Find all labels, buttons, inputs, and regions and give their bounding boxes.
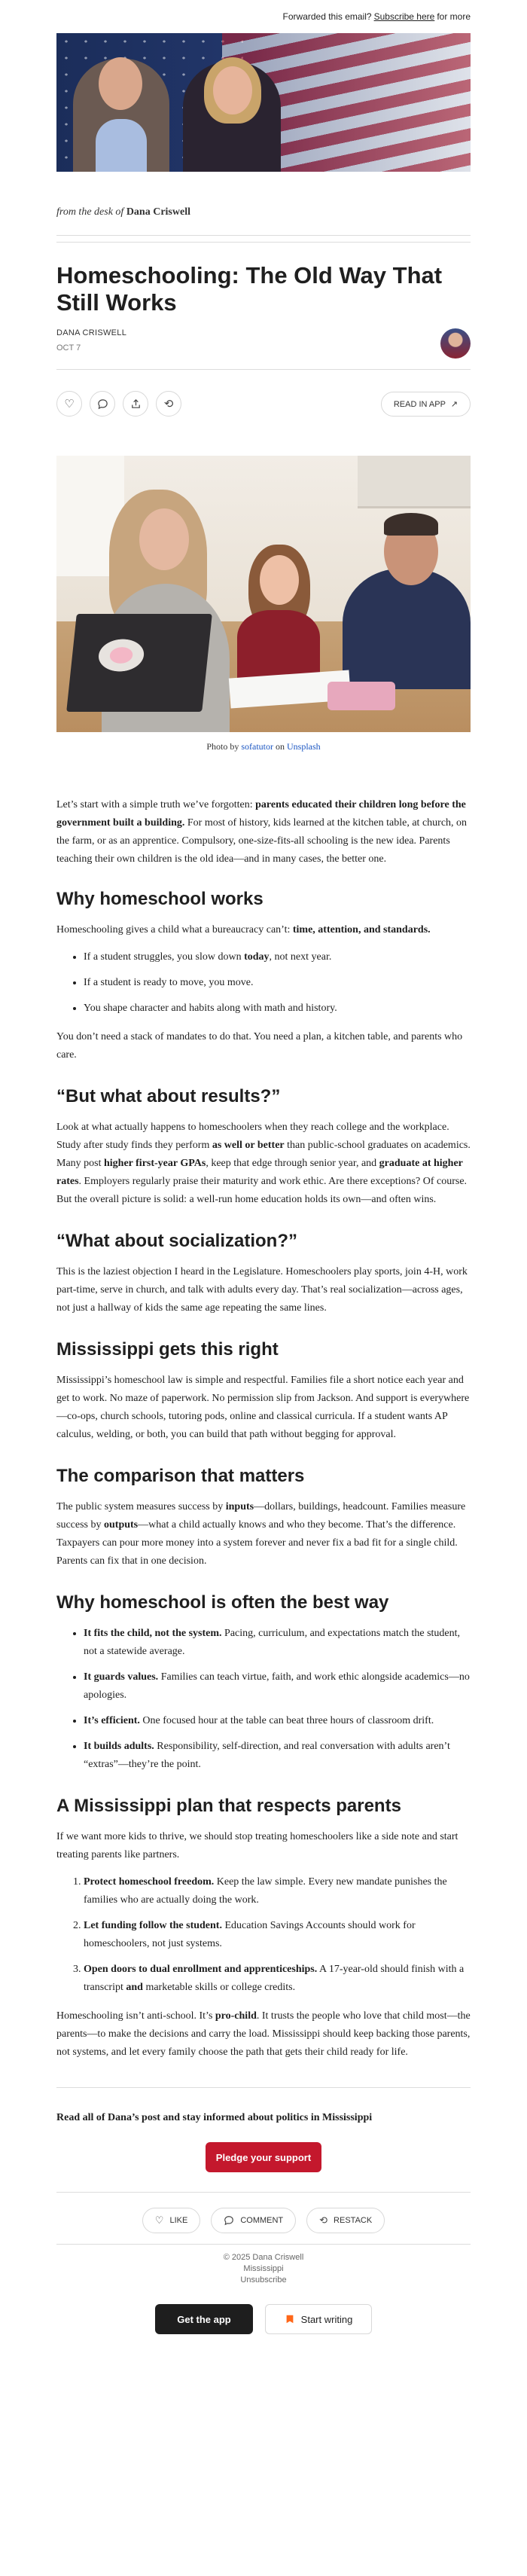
banner-man [73, 59, 169, 172]
best-list [56, 1625, 471, 1774]
like-label: LIKE [169, 2216, 188, 2225]
unsubscribe-link[interactable]: Unsubscribe [240, 2275, 287, 2285]
subscribe-link[interactable]: Subscribe here [373, 11, 435, 22]
comment-label: COMMENT [240, 2216, 284, 2225]
why-list [56, 948, 471, 1018]
heart-icon[interactable]: ♡ [56, 391, 82, 417]
heading-best-way: Why homeschool is often the best way [56, 1592, 389, 1613]
caption-prefix: Photo by [206, 741, 239, 752]
unsplash-link[interactable]: Unsplash [287, 741, 321, 752]
pledge-button[interactable]: Pledge your support [206, 2142, 321, 2172]
from-prefix: from the desk of [56, 206, 124, 218]
photo-caption [56, 741, 471, 752]
start-writing-label: Start writing [300, 2313, 353, 2325]
heading-comparison: The comparison that matters [56, 1466, 305, 1486]
list-item: • You shape character and habits along with math and history. [84, 1000, 471, 1018]
share-icon[interactable] [123, 391, 148, 417]
heart-icon: ♡ [154, 2214, 164, 2227]
restack-icon[interactable]: ⟲ [156, 391, 181, 417]
comparison-paragraph: The public system measures success by inputs—dollars, buildings, headcount. Families measure success by outputs—what a child actually knows and who they become. That’s the difference. Taxpayers can pour more money into a system forever and never fix a bad fit for a single child. Parents can fix that in one decision. [56, 1501, 466, 1567]
like-button[interactable] [142, 2208, 201, 2233]
list-item: 1. Protect homeschool freedom. Keep the law simple. Every new mandate punishes the families who are actually doing the work. [84, 1873, 471, 1909]
social-paragraph: This is the laziest objection I heard in the Legislature. Homeschoolers play sports, join 4-H, work part-time, serve in church, and talk with adults every day. That’s real socialization—across ages, not just a hallway of kids the same age repeating the same lines. [56, 1266, 468, 1314]
post-date: OCT 7 [56, 343, 81, 353]
byline [56, 328, 471, 359]
heading-results: “But what about results?” [56, 1086, 281, 1106]
read-in-app-label: READ IN APP [393, 399, 446, 409]
comment-button[interactable] [211, 2208, 296, 2233]
plan-list [56, 1873, 471, 1997]
photographer-link[interactable]: sofatutor [241, 741, 273, 752]
restack-button[interactable] [306, 2208, 385, 2233]
list-item: 3. Open doors to dual enrollment and apprenticeships. A 17-year-old should finish with a transcript and marketable skills or college credits. [84, 1961, 471, 1997]
caption-mid: on [276, 741, 285, 752]
heading-socialization: “What about socialization?” [56, 1231, 298, 1251]
list-item: • It guards values. Families can teach virtue, faith, and work ethic alongside academics—no apologies. [84, 1668, 471, 1705]
heading-mississippi: Mississippi gets this right [56, 1339, 279, 1360]
intro-paragraph: Let’s start with a simple truth we’ve forgotten: parents educated their children long before the government built a building. For most of history, kids learned at the kitchen table, at church, on the farm, or as an apprentice. Compulsory, one-size-fits-all schooling is the new idea. Parents teaching their own children is the old idea—and in many cases, the better one. [56, 799, 468, 865]
read-in-app-button[interactable] [381, 392, 471, 417]
get-the-app-button[interactable]: Get the app [155, 2304, 253, 2334]
banner-woman [183, 62, 281, 172]
list-item: • It builds adults. Responsibility, self-direction, and real conversation with adults aren’t “extras”—they’re the point. [84, 1738, 471, 1774]
heading-plan: A Mississippi plan that respects parents [56, 1796, 401, 1816]
why-closing: You don’t need a stack of mandates to do that. You need a plan, a kitchen table, and parents who care. [56, 1031, 463, 1061]
why-paragraph: Homeschooling gives a child what a bureaucracy can’t: time, attention, and standards. [56, 924, 431, 935]
divider [56, 369, 471, 370]
post-actions [56, 391, 471, 417]
mississippi-paragraph: Mississippi’s homeschool law is simple and respectful. Families file a short notice each year and get to work. No maze of paperwork. No permission slip from Jackson. And support is everywhere—co-ops, church schools, tutoring pods, online and classical curricula. If a student wants AP calculus, welding, or both, you can build that path without begging for approval. [56, 1375, 470, 1440]
list-item: • It fits the child, not the system. Pacing, curriculum, and expectations match the student, not a statewide average. [84, 1625, 471, 1661]
divider [56, 242, 471, 243]
comment-icon[interactable] [90, 391, 115, 417]
divider [56, 2087, 471, 2088]
forward-notice [56, 0, 471, 33]
location: Mississippi [243, 2264, 284, 2273]
divider [56, 2244, 471, 2245]
plan-closing: Homeschooling isn’t anti-school. It’s pro-child. It trusts the people who love that child most—the parents—to make the decisions and carry the load. Mississippi should keep backing those parents, not systems, and let every family choose the path that gets their child ready for life. [56, 2010, 471, 2058]
bookmark-icon [285, 2314, 295, 2324]
heading-why-homeschool-works: Why homeschool works [56, 889, 264, 909]
cta-text: Read all of Dana’s post and stay informed about politics in Mississippi [56, 2112, 373, 2123]
list-item: • It’s efficient. One focused hour at the table can beat three hours of classroom drift. [84, 1712, 471, 1730]
plan-intro: If we want more kids to thrive, we should stop treating homeschoolers like a side note and start treating parents like partners. [56, 1831, 458, 1860]
forward-text: Forwarded this email? [282, 11, 372, 22]
restack-icon: ⟲ [319, 2214, 328, 2227]
author-name[interactable]: DANA CRISWELL [56, 328, 127, 337]
list-item: 2. Let funding follow the student. Education Savings Accounts should work for homeschoolers, not just systems. [84, 1917, 471, 1953]
header-banner-image [56, 33, 471, 172]
copyright: © 2025 Dana Criswell [223, 2253, 304, 2262]
article-photo [56, 456, 471, 732]
divider [56, 2192, 471, 2193]
arrow-up-right-icon: ↗ [450, 398, 458, 409]
divider [56, 235, 471, 236]
list-item: • If a student struggles, you slow down today, not next year. [84, 948, 471, 966]
post-title[interactable]: Homeschooling: The Old Way That Still Works [56, 262, 443, 316]
from-name: Dana Criswell [126, 206, 190, 218]
list-item: • If a student is ready to move, you move. [84, 974, 471, 992]
results-paragraph: Look at what actually happens to homeschoolers when they reach college and the workplace. Study after study finds they perform as well or better than public-school graduates on academics. Many post higher first-year GPAs, keep that edge through senior year, and graduate at higher rates. Employers regularly praise their maturity and work ethic. Are there exceptions? Of course. But the overall picture is solid: a well-run home education holds its own—and often wins. [56, 1122, 471, 1205]
avatar[interactable] [440, 328, 471, 359]
comment-icon [224, 2215, 234, 2226]
engagement-bar [56, 2208, 471, 2233]
start-writing-button[interactable] [265, 2304, 372, 2334]
from-the-desk [56, 206, 471, 218]
app-buttons [56, 2304, 471, 2334]
restack-label: RESTACK [334, 2216, 373, 2225]
footer-info [56, 2252, 471, 2286]
forward-suffix: for more [437, 11, 471, 22]
